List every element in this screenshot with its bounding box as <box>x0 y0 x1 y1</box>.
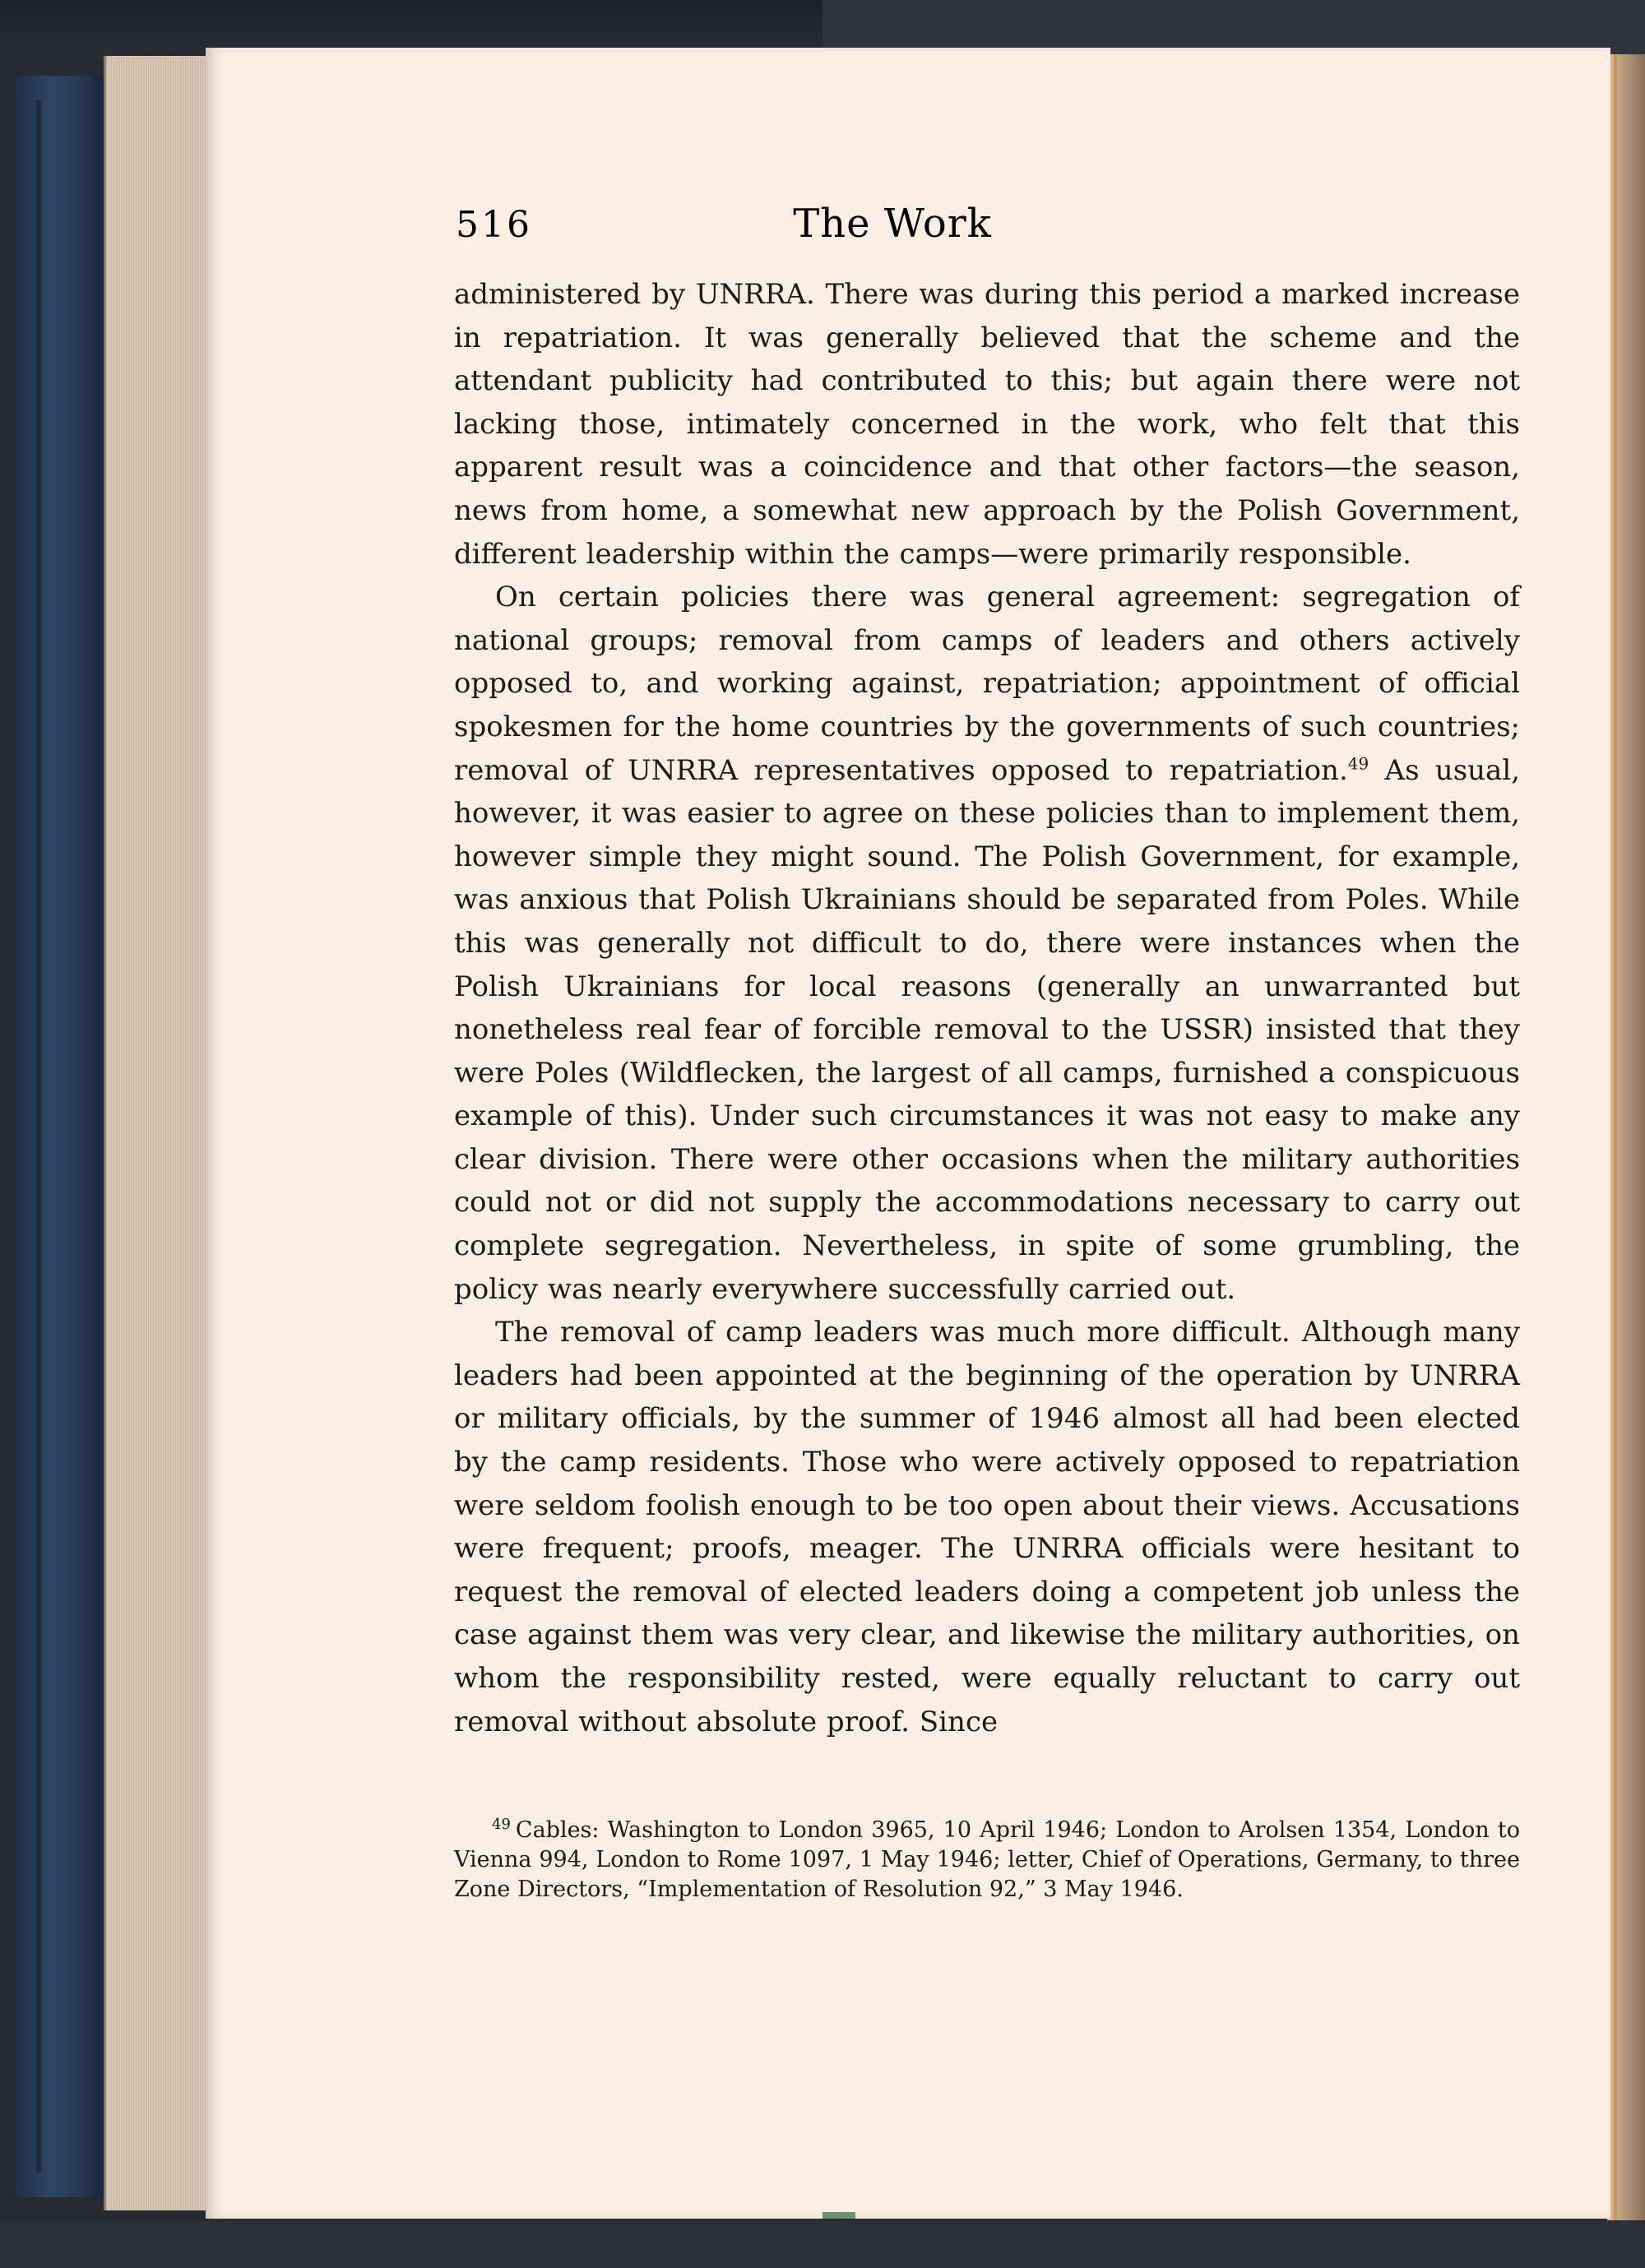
footnote-text-block <box>454 1816 1520 1905</box>
paragraph-3: The removal of camp leaders was much more difficult. Although many leaders had been appointed at the beginning of the operation by UNRRA or military officials, by the summer of 1946 almost all had been elected by the camp residents. Those who were actively opposed to repatriation were seldom foolish enough to be too open about their views. Accusations were frequent; proofs, meager. The UNRRA officials were hesitant to request the removal of elected leaders doing a competent job unless the case against them was very clear, and likewise the military authorities, on whom the responsibility rested, were equally reluctant to carry out removal without absolute proof. Since <box>454 1316 1520 1738</box>
body-text <box>454 273 1520 1743</box>
footnote-reference: 49 <box>1347 753 1369 774</box>
book-cover-spine <box>15 76 104 2197</box>
footnote-number: 49 <box>492 1816 511 1833</box>
paragraph-1: administered by UNRRA. There was during this period a marked increase in repatriation. It was generally believed that the scheme and the attendant publicity had contributed to this; but again there were not lacking those, intimately concerned in the work, who felt that this apparent result was a coincidence and that other factors—the season, news from home, a somewhat new approach by the Polish Government, different leadership within the camps—were primarily responsible. <box>454 278 1520 571</box>
footnote-text: Cables: Washington to London 3965, 10 April 1946; London to Arolsen 1354, London to Vienna 994, London to Rome 1097, 1 May 1946; letter, Chief of Operations, Germany, to three Zone Directors, “Implementation of Resolution 92,” 3 May 1946. <box>454 1817 1520 1902</box>
paragraph-2 <box>454 576 1520 1311</box>
paragraph-2-text-b: As usual, however, it was easier to agree on these policies than to implement them, however simple they might sound. The Polish Government, for example, was anxious that Polish Ukrainians should be separated from Poles. While this was generally not difficult to do, there were instances when the Polish Ukrainians for local reasons (generally an unwarranted but nonetheless real fear of forcible removal to the USSR) insisted that they were Poles (Wildflecken, the largest of all camps, furnished a conspicuous example of this). Under such circumstances it was not easy to make any clear division. There were other occasions when the military authorities could not or did not supply the accommodations necessary to carry out complete segregation. Nevertheless, in spite of some grumbling, the policy was nearly everywhere successfully carried out. <box>454 753 1521 1306</box>
spine-edge <box>36 100 41 2173</box>
paragraph-2-text-a: On certain policies there was general agreement: segregation of national groups; removal from camps of leaders and others actively opposed to, and working against, repatriation; appointment of official spokesmen for the home countries by the governments of such countries; removal of UNRRA representatives opposed to repatriation. <box>454 581 1520 787</box>
footnote <box>454 1816 1520 1905</box>
running-title: The Work <box>793 201 992 247</box>
backdrop-bottom <box>0 2220 1645 2268</box>
page-edges-left <box>104 56 213 2210</box>
ribbon-mark <box>822 2212 855 2219</box>
running-head <box>248 201 1536 262</box>
right-edge-line <box>1614 54 1617 2225</box>
page-number: 516 <box>456 204 532 246</box>
page-edges-right <box>1607 54 1645 2225</box>
